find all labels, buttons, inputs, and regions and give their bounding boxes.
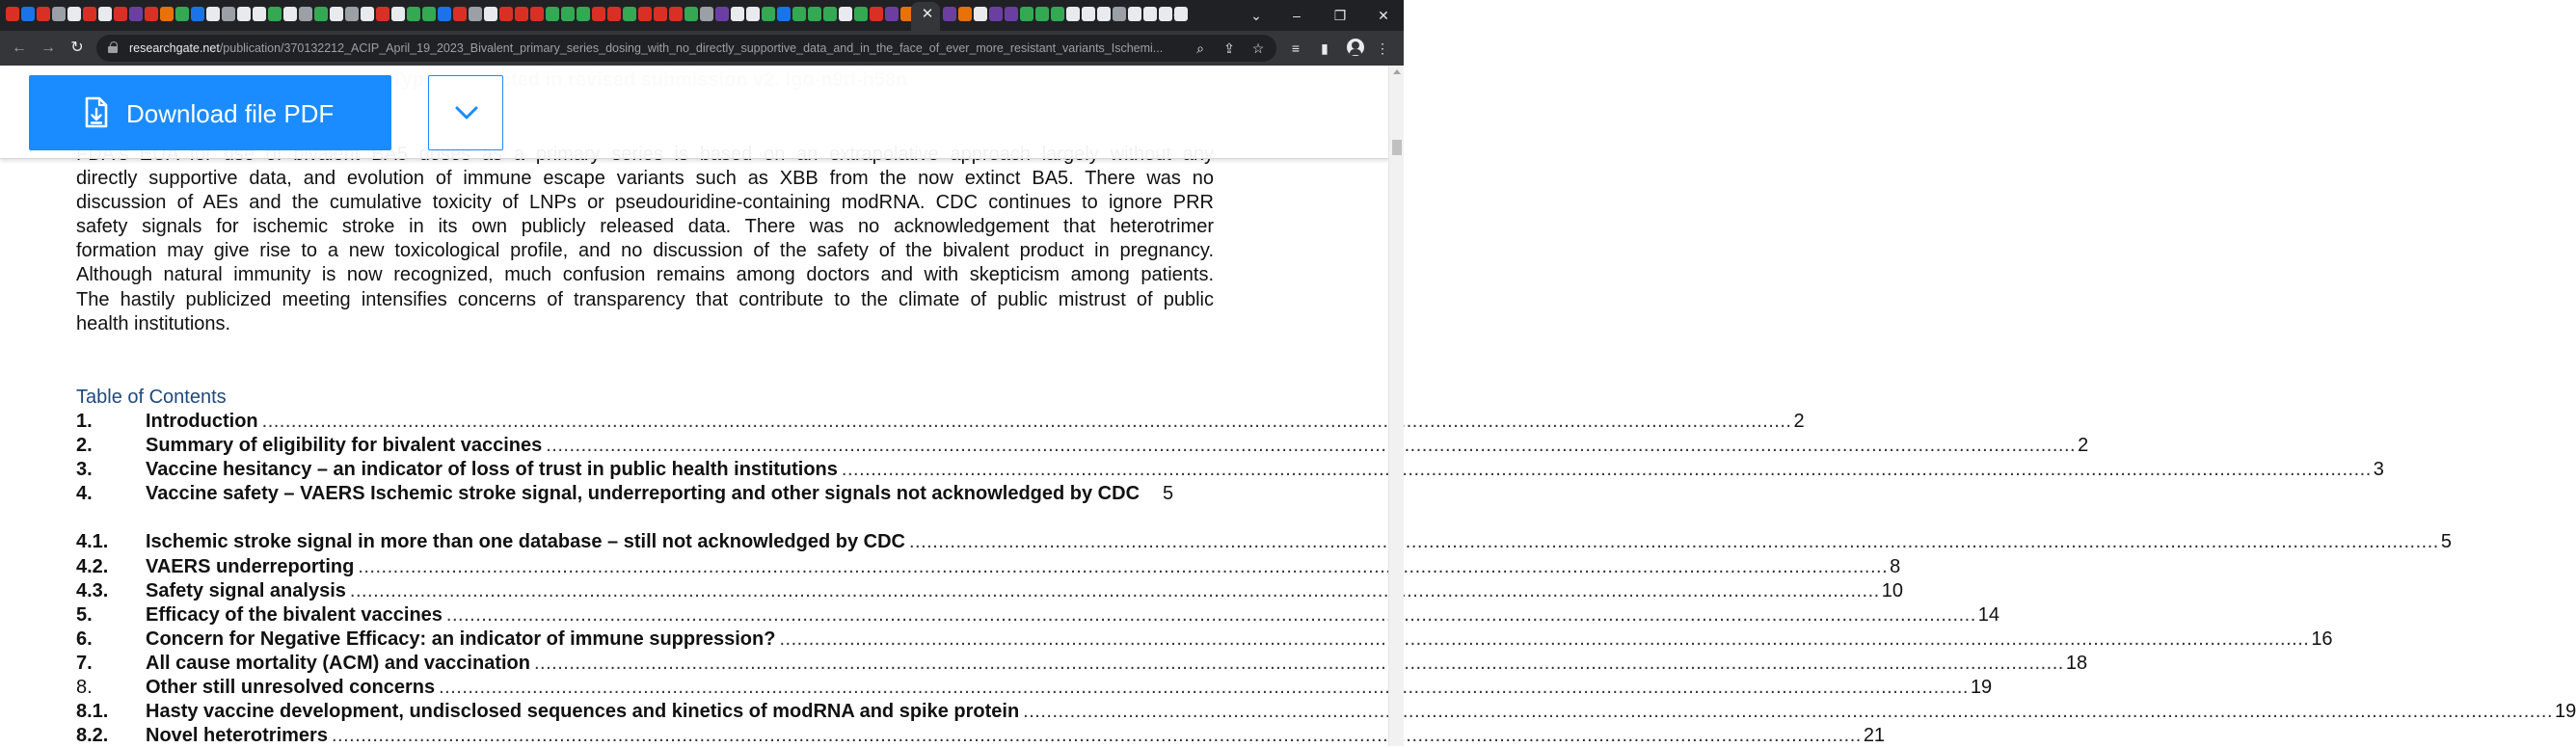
toc-entry-page: 16 xyxy=(2311,628,2333,650)
tab-favicon[interactable] xyxy=(623,7,636,21)
toc-entry-title[interactable]: Introduction xyxy=(146,411,258,432)
toc-leader-dots xyxy=(1019,700,2553,724)
tab-favicon[interactable] xyxy=(191,7,204,21)
toc-entry[interactable] xyxy=(76,410,1805,434)
download-options-button[interactable] xyxy=(428,75,503,150)
tab-favicon[interactable] xyxy=(808,7,821,21)
abstract-line: safety signals for ischemic stroke in its own publicly released data. There was no acknowledgement that heterotrimer xyxy=(76,216,1214,238)
side-panel-icon[interactable]: ▮ xyxy=(1321,40,1328,56)
tab-favicon[interactable] xyxy=(1005,7,1018,21)
tab-favicon[interactable] xyxy=(1143,7,1157,21)
toc-entry-number: 8.2. xyxy=(76,725,109,747)
kebab-menu-icon[interactable]: ⋮ xyxy=(1376,40,1389,56)
tab-favicon[interactable] xyxy=(715,7,729,21)
tab-favicon[interactable] xyxy=(314,7,328,21)
tab-favicon[interactable] xyxy=(283,7,297,21)
scroll-up-icon[interactable] xyxy=(1393,69,1401,74)
abstract-line: The hastily publicized meeting intensifies concerns of transparency that contribute to the climate of public mistrust of public xyxy=(76,288,1214,310)
tab-favicon[interactable] xyxy=(484,7,497,21)
tab-favicon[interactable] xyxy=(438,7,451,21)
toc-entry-page: 19 xyxy=(2555,701,2576,723)
scroll-thumb[interactable] xyxy=(1392,140,1402,155)
tab-favicon[interactable] xyxy=(52,7,66,21)
tab-favicon[interactable] xyxy=(515,7,528,21)
abstract-line: health institutions. xyxy=(76,312,231,334)
toc-entry-title[interactable]: Summary of eligibility for bivalent vaccines xyxy=(146,435,543,457)
window-close-icon[interactable]: ✕ xyxy=(1378,8,1389,23)
toc-entry-title[interactable]: VAERS underreporting xyxy=(146,555,355,577)
zoom-icon[interactable]: ⌕ xyxy=(1196,40,1204,56)
tab-favicon-list-right xyxy=(943,7,1188,21)
profile-icon[interactable] xyxy=(1347,39,1364,56)
toc-title: Table of Contents xyxy=(76,387,227,408)
tab-favicon[interactable] xyxy=(870,7,883,21)
toc-entry-number: 1. xyxy=(76,411,93,432)
tab-favicon[interactable] xyxy=(1128,7,1141,21)
tab-favicon[interactable] xyxy=(638,7,652,21)
tab-favicon[interactable] xyxy=(1113,7,1126,21)
toc-entry-number: 4.2. xyxy=(76,555,109,577)
tab-favicon[interactable] xyxy=(422,7,436,21)
address-bar[interactable] xyxy=(96,35,1276,62)
tab-favicon[interactable] xyxy=(1097,7,1111,21)
toc-entry-number: 4.3. xyxy=(76,579,109,601)
toc-entry-number: 8.1. xyxy=(76,701,109,723)
toc-entry[interactable] xyxy=(76,628,2333,652)
tab-favicon[interactable] xyxy=(592,7,605,21)
tab-favicon[interactable] xyxy=(330,7,343,21)
toc-entry-page: 3 xyxy=(2373,459,2384,481)
toc-entry-page: 14 xyxy=(1977,603,1999,626)
toc-entry-title[interactable]: Vaccine hesitancy – an indicator of loss of trust in public health institutions xyxy=(146,459,838,481)
tab-favicon[interactable] xyxy=(1082,7,1095,21)
toc-entry[interactable] xyxy=(76,530,2452,554)
toc-leader-dots xyxy=(530,652,2064,676)
toc-entry-title[interactable]: Novel heterotrimers xyxy=(146,725,328,747)
tab-favicon[interactable] xyxy=(684,7,698,21)
tab-favicon[interactable] xyxy=(6,7,19,21)
toc-leader-dots xyxy=(838,458,2372,482)
url-host: researchgate.net xyxy=(129,41,220,55)
tab-favicon[interactable] xyxy=(67,7,81,21)
toc-entry[interactable] xyxy=(76,724,1886,748)
tab-favicon[interactable] xyxy=(731,7,744,21)
toc-entry-page: 8 xyxy=(1890,555,1901,577)
toc-entry-page: 18 xyxy=(2065,652,2088,674)
star-icon[interactable]: ☆ xyxy=(1251,40,1265,56)
toc-entry-number: 8. xyxy=(76,677,93,699)
toc-entry-page: 2 xyxy=(1793,411,1805,432)
file-download-icon xyxy=(84,96,109,129)
toc-entry-page: 10 xyxy=(1881,579,1903,601)
download-bar xyxy=(0,66,1388,159)
tab-favicon[interactable] xyxy=(561,7,575,21)
toc-entry[interactable] xyxy=(76,458,2384,482)
toc-leader-dots xyxy=(328,724,1862,748)
download-pdf-button[interactable] xyxy=(29,75,391,150)
tab-favicon[interactable] xyxy=(299,7,312,21)
tab-favicon[interactable] xyxy=(499,7,513,21)
tab-favicon[interactable] xyxy=(989,7,1003,21)
tab-favicon[interactable] xyxy=(777,7,791,21)
close-tab-icon[interactable]: ✕ xyxy=(921,6,934,22)
minimize-icon[interactable]: – xyxy=(1293,8,1301,23)
toc-leader-dots xyxy=(435,676,1969,700)
toc-entry-title[interactable]: Safety signal analysis xyxy=(146,579,346,601)
abstract-line: formation may give rise to a new toxicological profile, and no discussion of the safety of the bivalent product in pregnancy. xyxy=(76,240,1214,262)
toc-leader-dots xyxy=(905,530,2439,554)
reload-icon[interactable]: ↻ xyxy=(70,40,84,56)
browser-toolbar xyxy=(0,31,1404,66)
download-pdf-label: Download file PDF xyxy=(126,99,335,128)
abstract-line: Although natural immunity is now recognized, much confusion remains among doctors and with skepticism among patients. xyxy=(76,264,1214,286)
tab-favicon[interactable] xyxy=(469,7,482,21)
tab-search-icon[interactable]: ⌄ xyxy=(1250,8,1262,23)
new-tab-button[interactable]: + xyxy=(1172,3,1186,27)
url-text[interactable] xyxy=(129,40,1180,56)
tab-favicon[interactable] xyxy=(345,7,359,21)
tab-favicon[interactable] xyxy=(530,7,544,21)
tab-favicon[interactable] xyxy=(958,7,972,21)
toc-entry[interactable] xyxy=(76,676,1993,700)
tab-favicon[interactable] xyxy=(237,7,251,21)
toc-entry-number: 5. xyxy=(76,603,93,626)
toc-leader-dots xyxy=(354,555,1888,579)
toc-entry-page: 5 xyxy=(2440,531,2452,553)
toc-leader-dots xyxy=(542,434,2076,458)
toc-entry-page: 21 xyxy=(1863,725,1886,747)
forward-arrow-icon[interactable]: → xyxy=(40,40,56,56)
toc-entry-title[interactable]: All cause mortality (ACM) and vaccination xyxy=(146,652,530,674)
share-icon[interactable]: ⇪ xyxy=(1223,40,1235,56)
toc-entry[interactable] xyxy=(76,579,1903,603)
tab-favicon[interactable] xyxy=(1035,7,1049,21)
tab-favicon-list xyxy=(6,7,914,21)
tab-favicon[interactable] xyxy=(145,7,158,21)
abstract-line: discussion of AEs and the cumulative toxicity of LNPs or pseudouridine-containing modRNA. CDC continues to ignore PRR xyxy=(76,192,1214,214)
tab-favicon[interactable] xyxy=(175,7,189,21)
tab-favicon[interactable] xyxy=(792,7,806,21)
toc-entry-number: 2. xyxy=(76,435,93,457)
tab-favicon[interactable] xyxy=(885,7,899,21)
tab-favicon[interactable] xyxy=(823,7,837,21)
tab-favicon[interactable] xyxy=(669,7,683,21)
tab-favicon[interactable] xyxy=(129,7,143,21)
tab-favicon[interactable] xyxy=(746,7,760,21)
toc-entry-title[interactable]: Vaccine safety – VAERS Ischemic stroke signal, underreporting and other signals not acknowledged by CDC xyxy=(146,483,1140,505)
page-scrollbar[interactable] xyxy=(1388,66,1404,746)
toc-entry-number: 6. xyxy=(76,628,93,650)
toc-entry-page: 19 xyxy=(1970,677,1993,699)
toc-entry-title[interactable]: Ischemic stroke signal in more than one database – still not acknowledged by CDC xyxy=(146,531,905,553)
toc-entry-title[interactable]: Other still unresolved concerns xyxy=(146,677,436,699)
media-queue-icon[interactable]: ≡ xyxy=(1291,40,1301,56)
toc-leader-dots xyxy=(775,628,2309,652)
page-viewport xyxy=(0,66,2576,747)
tab-favicon[interactable] xyxy=(974,7,987,21)
tab-favicon[interactable] xyxy=(1051,7,1064,21)
restore-icon[interactable]: ❐ xyxy=(1333,8,1347,23)
tab-favicon[interactable] xyxy=(654,7,667,21)
tab-favicon[interactable] xyxy=(21,7,35,21)
tab-favicon[interactable] xyxy=(577,7,590,21)
toc-entry[interactable] xyxy=(76,700,2576,724)
toc-entry[interactable] xyxy=(76,555,1901,579)
toc-entry-number: 4. xyxy=(76,483,93,505)
toc-entry-page: 5 xyxy=(1163,483,1174,505)
back-arrow-icon[interactable]: ← xyxy=(12,40,27,56)
chevron-down-icon xyxy=(454,103,479,122)
tab-favicon[interactable] xyxy=(222,7,235,21)
tab-favicon[interactable] xyxy=(1066,7,1080,21)
tab-favicon[interactable] xyxy=(453,7,467,21)
tab-favicon[interactable] xyxy=(546,7,559,21)
toc-entry[interactable] xyxy=(76,434,2089,458)
tab-favicon[interactable] xyxy=(160,7,174,21)
toc-entry-title[interactable]: Efficacy of the bivalent vaccines xyxy=(146,603,443,626)
tab-favicon[interactable] xyxy=(376,7,389,21)
toc-entry-title[interactable]: Concern for Negative Efficacy: an indicator of immune suppression? xyxy=(146,628,776,650)
tab-favicon[interactable] xyxy=(762,7,775,21)
toc-entry-number: 3. xyxy=(76,459,93,481)
tab-favicon[interactable] xyxy=(361,7,374,21)
toc-entry[interactable] xyxy=(76,652,2088,676)
tab-favicon[interactable] xyxy=(607,7,621,21)
tab-favicon[interactable] xyxy=(391,7,405,21)
toc-leader-dots xyxy=(443,603,1976,628)
tab-favicon[interactable] xyxy=(700,7,713,21)
toc-entry-number: 7. xyxy=(76,652,93,674)
toc-entry[interactable] xyxy=(76,603,1999,628)
abstract-line: directly supportive data, and evolution of immune escape variants such as XBB from the now extinct BA5. There was no xyxy=(76,168,1214,190)
tab-favicon[interactable] xyxy=(253,7,266,21)
toc-entry[interactable] xyxy=(76,482,1214,530)
toc-entry-page: 2 xyxy=(2078,435,2089,457)
tab-favicon[interactable] xyxy=(1020,7,1033,21)
table-of-contents xyxy=(76,410,2576,748)
tab-favicon[interactable] xyxy=(206,7,220,21)
tab-favicon[interactable] xyxy=(839,7,852,21)
lock-icon[interactable] xyxy=(108,41,118,53)
abstract-paragraph xyxy=(76,143,1214,336)
tab-favicon[interactable] xyxy=(854,7,868,21)
tab-strip xyxy=(0,0,1404,31)
tab-favicon[interactable] xyxy=(407,7,420,21)
toc-leader-dots xyxy=(346,579,1880,603)
toc-entry-number: 4.1. xyxy=(76,531,109,553)
tab-favicon[interactable] xyxy=(37,7,50,21)
tab-favicon[interactable] xyxy=(83,7,96,21)
url-path: /publication/370132212_ACIP_April_19_2023_Bivalent_primary_series_dosing_with_no_directly_supportive_data_and_in_the_face_of_ever_more_resistant_variants_Ischemi... xyxy=(219,41,1164,55)
tab-favicon[interactable] xyxy=(98,7,112,21)
tab-favicon[interactable] xyxy=(114,7,127,21)
toc-entry-title[interactable]: Hasty vaccine development, undisclosed sequences and kinetics of modRNA and spike protein xyxy=(146,701,1020,723)
tab-favicon[interactable] xyxy=(943,7,956,21)
tab-favicon[interactable] xyxy=(268,7,282,21)
toc-leader-dots xyxy=(258,410,1792,434)
